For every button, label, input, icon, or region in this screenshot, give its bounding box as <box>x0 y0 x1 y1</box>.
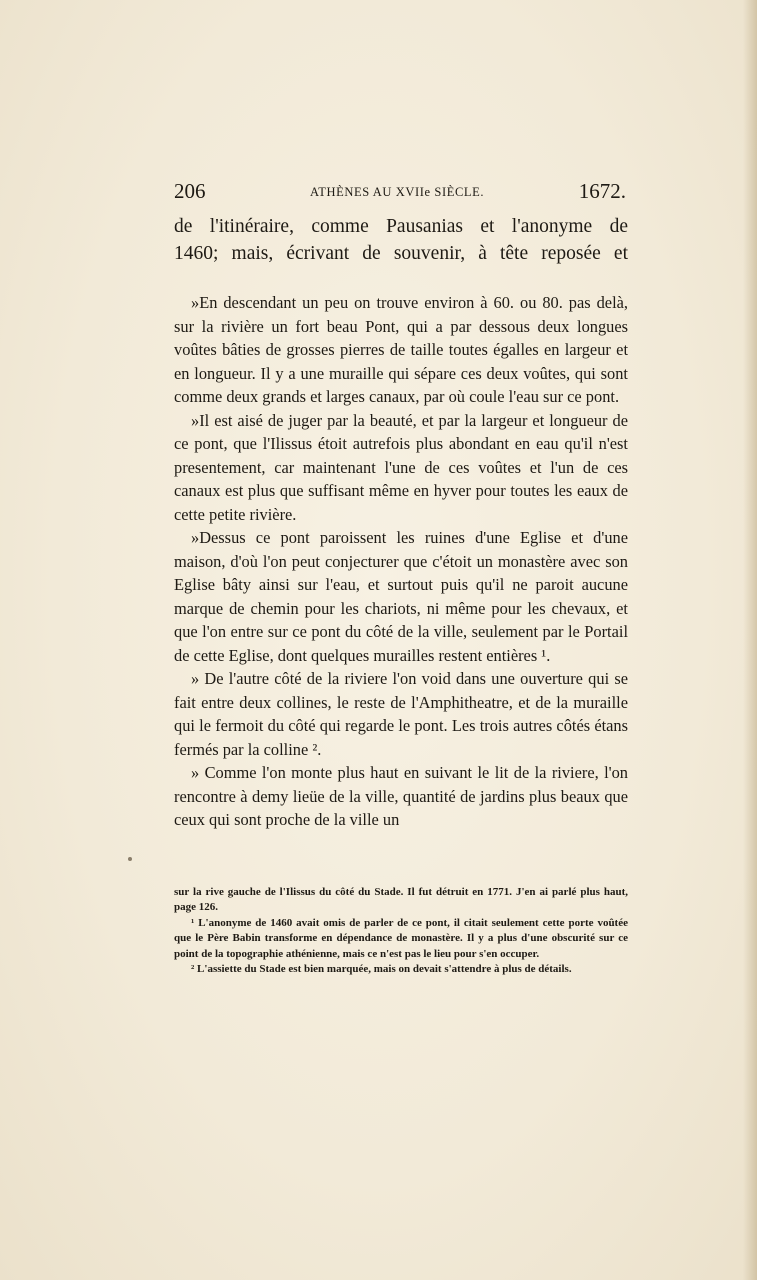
running-title: ATHÈNES AU XVIIe SIÈCLE. <box>310 185 485 199</box>
quote-paragraph: » Comme l'on monte plus haut en suivant le lit de la riviere, l'on rencontre à demy lieüe de la ville, quantité de jardins plus beaux que ceux qui sont proche de la ville un <box>174 763 628 829</box>
quote-paragraph: »Il est aisé de juger par la beauté, et par la largeur et longueur de ce pont, que l'Ilissus étoit autrefois plus abondant en eau qu'il n'est presentement, car maintenant l'une de ces voûtes et l'un de ces canaux est plus que suffisant même en hyver pour toutes les eaux de cette petite rivière. <box>174 410 628 524</box>
intro-line: de l'itinéraire, comme Pausanias et l'anonyme de <box>174 216 628 237</box>
quoted-passage <box>174 291 628 832</box>
footnote-continuation: sur la rive gauche de l'Ilissus du côté du Stade. Il fut détruit en 1771. J'en ai parlé plus haut, page 126. <box>174 886 628 914</box>
quote-paragraph: » De l'autre côté de la riviere l'on void dans une ouverture qui se fait entre deux collines, le reste de l'Amphitheatre, et de la muraille qui le fermoit du côté qui regarde le pont. Les trois autres côtés étans fermés par la colline ². <box>174 669 628 759</box>
footnote: ¹ L'anonyme de 1460 avait omis de parler de ce pont, il citait seulement cette porte voûtée que le Père Babin transforme en dépendance de monastère. Il y a plus d'une obscurité sur ce point de la topographie athénienne, mais ce n'est pas le lieu pour s'en occuper. <box>174 916 628 960</box>
quote-paragraph: »Dessus ce pont paroissent les ruines d'une Eglise et d'une maison, d'où l'on peut conjecturer que c'étoit un monastère avec son Eglise bâty ainsi sur l'eau, et surtout puis qu'il ne paroit aucune marque de chemin pour les chariots, ni même pour les chevaux, et que l'on entre sur ce pont du côté de la ville, seulement par le Portail de cette Eglise, dont quelques murailles restent entières ¹. <box>174 528 628 665</box>
quote-paragraph: »En descendant un peu on trouve environ à 60. ou 80. pas delà, sur la rivière un fort beau Pont, qui a par dessous deux longues voûtes bâties de grosses pierres de taille toutes égalles en largeur et en longueur. Il y a une muraille qui sépare ces deux voûtes, qui sont comme deux grands et larges canaux, par où coule l'eau sur ce pont. <box>174 293 628 406</box>
running-header <box>174 179 628 209</box>
footnote: ² L'assiette du Stade est bien marquée, mais on devait s'attendre à plus de détails. <box>191 963 572 976</box>
header-year: 1672. <box>578 179 626 203</box>
page-number: 206 <box>174 179 206 203</box>
page-edge-shadow <box>743 0 757 1280</box>
footnotes <box>174 885 628 977</box>
intro-line: 1460; mais, écrivant de souvenir, à tête reposée et <box>174 243 628 264</box>
intro-text <box>174 213 628 267</box>
paper-speck <box>128 857 132 861</box>
